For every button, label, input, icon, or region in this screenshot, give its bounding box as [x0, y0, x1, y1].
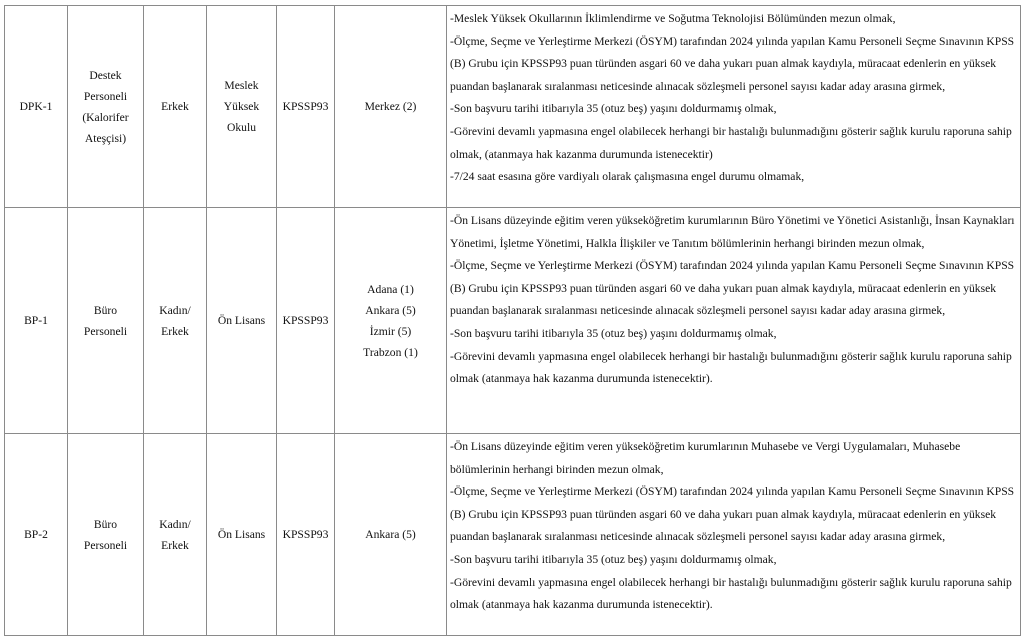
education-level: Ön Lisans [207, 434, 277, 636]
locations: Ankara (5) [335, 434, 447, 636]
requirements [447, 208, 1021, 434]
requirement-item: -Ölçme, Seçme ve Yerleştirme Merkezi (ÖSYM) tarafından 2024 yılında yapılan Kamu Personeli Seçme Sınavının KPSS (B) Grubu için KPSSP93 puan türünden asgari 60 ve daha yukarı puan almak kaydıyla, müracaat edenlerin en yüksek puandan başlanarak sıralanması neticesinde alınacak sözleşmeli personel sayısı kadar aday arasına girmek, [450, 34, 1015, 93]
requirement-item: -Son başvuru tarihi itibarıyla 35 (otuz beş) yaşını doldurmamış olmak, [450, 326, 777, 340]
requirement-item: -Görevini devamlı yapmasına engel olabilecek herhangi bir hastalığı bulunmadığını gösterir sağlık kurulu raporuna sahip olmak (atanmaya hak kazanma durumunda istenecektir). [450, 575, 1012, 612]
gender: Kadın/ Erkek [144, 208, 207, 434]
requirement-item: -Ön Lisans düzeyinde eğitim veren yükseköğretim kurumlarının Büro Yönetimi ve Yönetici Asistanlığı, İnsan Kaynakları Yönetimi, İşletme Yönetimi, Halkla İlişkiler ve Tanıtım bölümlerinin herhangi birinden mezun olmak, [450, 214, 1015, 250]
requirement-item: -Meslek Yüksek Okullarının İklimlendirme ve Soğutma Teknolojisi Bölümünden mezun olmak, [450, 12, 896, 25]
locations: Adana (1) Ankara (5) İzmir (5) Trabzon (1) [335, 208, 447, 434]
requirement-item: -Son başvuru tarihi itibarıyla 35 (otuz beş) yaşını doldurmamış olmak, [450, 552, 777, 566]
requirement-item: -Görevini devamlı yapmasına engel olabilecek herhangi bir hastalığı bulunmadığını gösterir sağlık kurulu raporuna sahip olmak (atanmaya hak kazanma durumunda istenecektir). [450, 349, 1012, 386]
requirements [447, 434, 1021, 636]
position-code: DPK-1 [5, 6, 68, 208]
score-type: KPSSP93 [277, 208, 335, 434]
table-row [5, 6, 1021, 208]
locations: Merkez (2) [335, 6, 447, 208]
table-row [5, 208, 1021, 434]
gender: Kadın/ Erkek [144, 434, 207, 636]
position-title: Büro Personeli [68, 434, 144, 636]
position-title: Destek Personeli (Kalorifer Ateşçisi) [68, 6, 144, 208]
education-level: Meslek Yüksek Okulu [207, 6, 277, 208]
gender: Erkek [144, 6, 207, 208]
score-type: KPSSP93 [277, 434, 335, 636]
requirement-item: -Ölçme, Seçme ve Yerleştirme Merkezi (ÖSYM) tarafından 2024 yılında yapılan Kamu Personeli Seçme Sınavının KPSS (B) Grubu için KPSSP93 puan türünden asgari 60 ve daha yukarı puan almak kaydıyla, müracaat edenlerin en yüksek puandan başlanarak sıralanması neticesinde alınacak sözleşmeli personel sayısı kadar aday arasına girmek, [450, 485, 1015, 544]
requirement-item: -Görevini devamlı yapmasına engel olabilecek herhangi bir hastalığı bulunmadığını gösterir sağlık kurulu raporuna sahip olmak, (atanmaya hak kazanma durumunda istenecektir) [450, 124, 1012, 161]
score-type: KPSSP93 [277, 6, 335, 208]
position-title: Büro Personeli [68, 208, 144, 434]
education-level: Ön Lisans [207, 208, 277, 434]
requirement-item: -Son başvuru tarihi itibarıyla 35 (otuz beş) yaşını doldurmamış olmak, [450, 102, 777, 116]
requirement-item: -7/24 saat esasına göre vardiyalı olarak çalışmasına engel durumu olmamak, [450, 170, 805, 184]
position-code: BP-2 [5, 434, 68, 636]
table-row [5, 434, 1021, 636]
position-code: BP-1 [5, 208, 68, 434]
requirement-item: -Ön Lisans düzeyinde eğitim veren yükseköğretim kurumlarının Muhasebe ve Vergi Uygulamaları, Muhasebe bölümlerinin herhangi birinden mezun olmak, [450, 440, 961, 476]
requirements [447, 6, 1021, 208]
requirement-item: -Ölçme, Seçme ve Yerleştirme Merkezi (ÖSYM) tarafından 2024 yılında yapılan Kamu Personeli Seçme Sınavının KPSS (B) Grubu için KPSSP93 puan türünden asgari 60 ve daha yukarı puan almak kaydıyla, müracaat edenlerin en yüksek puandan başlanarak sıralanması neticesinde alınacak sözleşmeli personel sayısı kadar aday arasına girmek, [450, 259, 1015, 318]
positions-table [4, 5, 1021, 636]
